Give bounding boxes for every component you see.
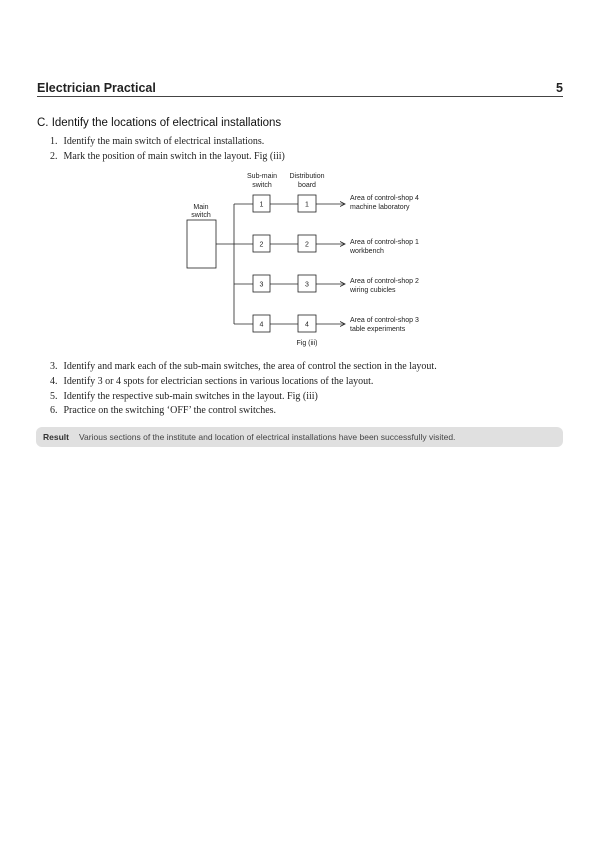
step-number: 2. xyxy=(50,151,58,162)
distribution-board-number: 1 xyxy=(305,201,309,209)
distribution-board-number: 3 xyxy=(305,281,309,289)
distribution-board-number: 2 xyxy=(305,241,309,249)
main-switch-label-line1: Main xyxy=(193,204,209,211)
step-item xyxy=(50,376,373,387)
area-label-line2: wiring cubicles xyxy=(350,287,396,294)
step-number: 1. xyxy=(50,136,58,147)
submain-switch-number: 3 xyxy=(259,281,264,289)
submain-header-line2: switch xyxy=(252,182,272,189)
submain-header-line1: Sub-main xyxy=(247,173,277,180)
step-number: 5. xyxy=(50,391,58,402)
figure-caption: Fig (iii) xyxy=(296,340,318,347)
result-box xyxy=(36,427,563,447)
area-label-line1: Area of control-shop 1 xyxy=(350,239,419,246)
step-text: Practice on the switching ‘OFF’ the control switches. xyxy=(63,405,277,416)
step-item xyxy=(50,391,318,402)
area-label-line2: table experiments xyxy=(350,326,406,333)
area-label-line2: workbench xyxy=(350,248,384,255)
area-label-line1: Area of control-shop 2 xyxy=(350,278,419,285)
step-text: Identify the respective sub-main switches in the layout. Fig (iii) xyxy=(63,391,318,402)
distribution-header-line2: board xyxy=(298,182,316,189)
submain-switch-number: 4 xyxy=(259,321,264,329)
book-title: Electrician Practical xyxy=(37,81,156,95)
area-label-line2: machine laboratory xyxy=(350,204,410,211)
result-label: Result xyxy=(43,432,69,442)
submain-switch-number: 1 xyxy=(259,201,264,209)
main-switch-box xyxy=(187,220,216,268)
step-item xyxy=(50,361,437,372)
result-text: Various sections of the institute and location of electrical installations have been successfully visited. xyxy=(79,432,456,442)
distribution-header-line1: Distribution xyxy=(289,173,325,180)
area-label-line1: Area of control-shop 3 xyxy=(350,317,419,324)
step-number: 4. xyxy=(50,376,58,387)
step-text: Identify the main switch of electrical installations. xyxy=(63,136,265,147)
area-label-line1: Area of control-shop 4 xyxy=(350,195,419,202)
step-item xyxy=(50,405,276,416)
step-number: 6. xyxy=(50,405,58,416)
section-heading: C. Identify the locations of electrical installations xyxy=(37,117,282,129)
step-text: Identify 3 or 4 spots for electrician sections in various locations of the layout. xyxy=(63,376,374,387)
main-switch-label-line2: switch xyxy=(191,212,211,219)
step-number: 3. xyxy=(50,361,58,372)
step-text: Mark the position of main switch in the layout. Fig (iii) xyxy=(63,151,285,162)
step-text: Identify and mark each of the sub-main switches, the area of control the section in the layout. xyxy=(63,361,437,372)
page-number: 5 xyxy=(556,81,563,95)
submain-switch-number: 2 xyxy=(259,241,264,249)
distribution-board-number: 4 xyxy=(305,321,309,329)
